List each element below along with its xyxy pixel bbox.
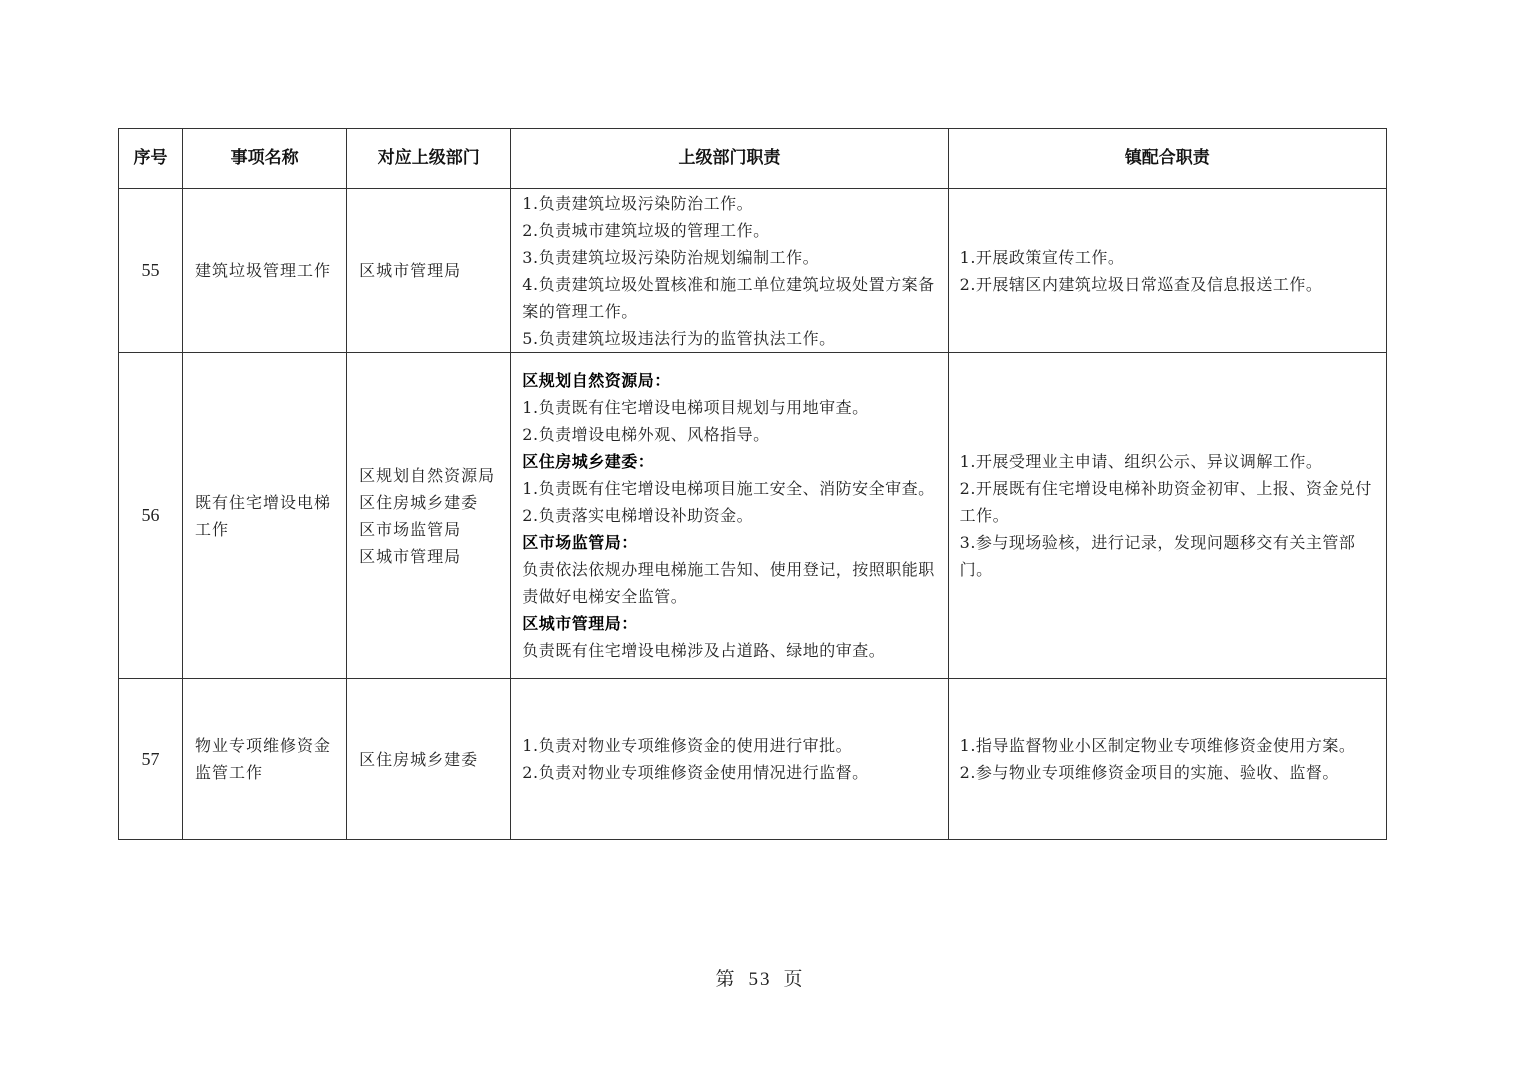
item-name: 建筑垃圾管理工作 [183,189,347,353]
superior-duty [511,679,948,840]
table-row [119,189,1387,353]
town-duty [948,353,1386,679]
duty-line: 5.负责建筑垃圾违法行为的监管执法工作。 [522,328,836,348]
dept-name: 区住房城乡建委 [359,749,479,769]
page-prefix: 第 [715,969,737,990]
responsibility-table [118,128,1387,840]
town-duty [948,679,1386,840]
page-number-footer [0,964,1520,991]
town-duty-line: 1.开展受理业主申请、组织公示、异议调解工作。 [959,452,1323,471]
table-row [119,679,1387,840]
town-duty-line: 2.参与物业专项维修资金项目的实施、验收、监督。 [959,763,1339,782]
dept-name: 区市场监管局 [359,519,462,539]
page-number: 53 [748,969,772,990]
item-name: 物业专项维修资金监管工作 [183,679,347,840]
row-number: 56 [119,353,183,679]
superior-dept [347,189,511,353]
dept-name: 区城市管理局 [359,261,462,280]
superior-dept [347,679,511,840]
duty-line: 1.负责建筑垃圾污染防治工作。 [522,193,754,213]
town-duty-line: 2.开展辖区内建筑垃圾日常巡查及信息报送工作。 [959,274,1323,294]
dept-group-title: 区规划自然资源局： [522,371,671,390]
town-duty-line: 3.参与现场验核，进行记录，发现问题移交有关主管部门。 [959,533,1356,579]
duty-line: 2.负责落实电梯增设补助资金。 [522,506,754,525]
page-suffix: 页 [783,969,805,990]
header-town-duty: 镇配合职责 [948,129,1386,189]
duty-line: 1.负责既有住宅增设电梯项目规划与用地审查。 [522,398,869,417]
duty-line: 2.负责增设电梯外观、风格指导。 [522,425,770,444]
header-superior-duty: 上级部门职责 [511,129,948,189]
duty-line: 负责既有住宅增设电梯涉及占道路、绿地的审查。 [522,641,886,660]
town-duty-line: 1.指导监督物业小区制定物业专项维修资金使用方案。 [959,736,1356,755]
duty-line: 3.负责建筑垃圾污染防治规划编制工作。 [522,247,820,267]
duty-line: 2.负责城市建筑垃圾的管理工作。 [522,220,770,240]
town-duty-line: 2.开展既有住宅增设电梯补助资金初审、上报、资金兑付工作。 [959,479,1372,525]
item-name: 既有住宅增设电梯工作 [183,353,347,679]
dept-name: 区规划自然资源局 [359,465,496,485]
header-item-name: 事项名称 [183,129,347,189]
dept-name: 区住房城乡建委 [359,492,479,512]
dept-group-title: 区市场监管局： [522,533,638,552]
duty-line: 4.负责建筑垃圾处置核准和施工单位建筑垃圾处置方案备案的管理工作。 [522,274,935,321]
town-duty [948,189,1386,353]
superior-duty [511,353,948,679]
row-number: 57 [119,679,183,840]
superior-duty [511,189,948,353]
header-no: 序号 [119,129,183,189]
duty-line: 2.负责对物业专项维修资金使用情况进行监督。 [522,763,869,782]
header-superior-dept: 对应上级部门 [347,129,511,189]
duty-line: 1.负责对物业专项维修资金的使用进行审批。 [522,736,853,755]
duty-line: 1.负责既有住宅增设电梯项目施工安全、消防安全审查。 [522,479,935,498]
dept-group-title: 区城市管理局： [522,614,638,633]
duty-line: 负责依法依规办理电梯施工告知、使用登记，按照职能职责做好电梯安全监管。 [522,560,935,606]
table-row [119,353,1387,679]
dept-name: 区城市管理局 [359,546,462,566]
superior-dept [347,353,511,679]
town-duty-line: 1.开展政策宣传工作。 [959,247,1125,267]
dept-group-title: 区住房城乡建委： [522,452,655,471]
row-number: 55 [119,189,183,353]
table-header-row [119,129,1387,189]
